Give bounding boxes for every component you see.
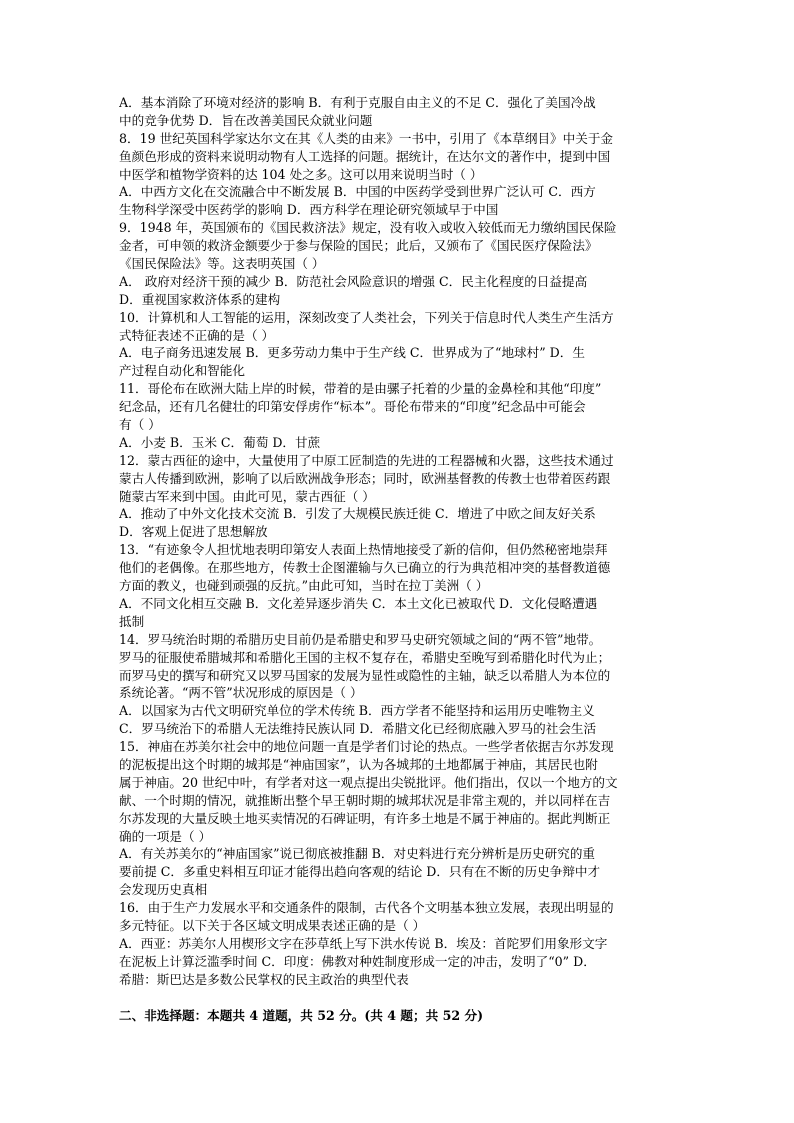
text-line: 16．由于生产力发展水平和交通条件的限制，古代各个文明基本独立发展，表现出明显的	[119, 900, 614, 916]
text-line: 而罗马史的撰写和研究又以罗马国家的发展为显性或隐性的主轴，缺乏以希腊人为本位的	[119, 667, 611, 683]
text-line: 金者，可申领的救济金额要少于参与保险的国民；此后，又颁布了《国民医疗保险法》	[119, 238, 598, 254]
text-line: 抵制	[119, 613, 145, 629]
section-heading-wrap	[119, 1007, 677, 1025]
text-line: 蒙古人传播到欧洲，影响了以后欧洲战争形态；同时，欧洲基督教的传教士也带着医药跟	[119, 470, 611, 486]
text-line: 献、一个时期的情况，就推断出整个早王朝时期的城邦状况是非常主观的，并以同样在吉	[119, 792, 611, 808]
text-line: 15．神庙在苏美尔社会中的地位问题一直是学者们讨论的热点。一些学者依据吉尔苏发现	[119, 739, 614, 755]
text-line: C．罗马统治下的希腊人无法维持民族认同 D．希腊文化已经彻底融入罗马的社会生活	[119, 721, 597, 737]
text-line: A．推动了中外文化技术交流 B．引发了大规模民族迁徙 C．增进了中欧之间友好关系	[119, 506, 596, 522]
text-line: 14．罗马统治时期的希腊历史目前仍是希腊史和罗马史研究领域之间的“两不管”地带。	[119, 631, 602, 647]
text-line: 多元特征。以下关于各区域文明成果表述正确的是（ ）	[119, 917, 426, 933]
text-line: 系统论著。“两不管”状况形成的原因是（ ）	[119, 685, 363, 701]
text-line: A．不同文化相互交融 B．文化差异逐步消失 C．本土文化已被取代 D．文化侵略遭遇	[119, 595, 598, 611]
text-line: 生物科学深受中医药学的影响 D．西方科学在理论研究领域早于中国	[119, 202, 499, 218]
text-line: 会发现历史真相	[119, 882, 208, 898]
text-line: 中医学和植物学资料的达 104 处之多。这可以用来说明当时（ ）	[119, 166, 483, 182]
text-line: 的泥板提出这个时期的城邦是“神庙国家”，认为各城邦的土地都属于神庙，其居民也附	[119, 756, 598, 772]
text-line: A．有关苏美尔的“神庙国家”说已彻底被推翻 B．对史料进行充分辨析是历史研究的重	[119, 846, 596, 862]
exam-page	[119, 94, 677, 989]
text-line: 随蒙古军来到中国。由此可见，蒙古西征（ ）	[119, 488, 375, 504]
text-line: D．客观上促进了思想解放	[119, 524, 268, 540]
text-line: A． 政府对经济干预的减少 B．防范社会风险意识的增强 C．民主化程度的日益提高	[119, 273, 588, 289]
text-line: 鱼颜色形成的资料来说明动物有人工选择的问题。据统计，在达尔文的著作中，提到中国	[119, 148, 611, 164]
text-line: 有（ ）	[119, 417, 161, 433]
text-line: 方面的教义，也碰到顽强的反抗。”由此可知，当时在拉丁美洲（ ）	[119, 578, 489, 594]
text-line: 产过程自动化和智能化	[119, 363, 245, 379]
text-line: 罗马的征服使希腊城邦和希腊化王国的主权不复存在，希腊史至晚写到希腊化时代为止；	[119, 649, 611, 665]
text-line: 11．哥伦布在欧洲大陆上岸的时候，带着的是由骡子托着的少量的金鼻栓和其他“印度”	[119, 381, 602, 397]
text-line: 12．蒙古西征的途中，大量使用了中原工匠制造的先进的工程器械和火器，这些技术通过	[119, 452, 614, 468]
section-heading: 二、非选择题：本题共 4 道题，共 52 分。(共 4 题；共 52 分)	[119, 1008, 484, 1023]
text-line: 确的一项是（ ）	[119, 828, 212, 844]
text-line: 属于神庙。20 世纪中叶，有学者对这一观点提出尖锐批评。他们指出，仅以一个地方的文	[119, 774, 618, 790]
text-line: 13．“有迹象令人担忧地表明印第安人表面上热情地接受了新的信仰，但仍然秘密地崇拜	[119, 542, 608, 558]
text-line: A．中西方文化在交流融合中不断发展 B．中国的中医药学受到世界广泛认可 C．西方	[119, 184, 596, 200]
text-line: 9．1948 年，英国颁布的《国民救济法》规定，没有收入或收入较低而无力缴纳国民保险	[119, 220, 617, 236]
text-line: A．小麦 B．玉米 C．葡萄 D．甘蔗	[119, 434, 321, 450]
text-line: A．基本消除了环境对经济的影响 B．有利于克服自由主义的不足 C．强化了美国冷战	[119, 95, 596, 110]
text-line: A．西亚：苏美尔人用楔形文字在莎草纸上写下洪水传说 B．埃及：首陀罗们用象形文字	[119, 935, 608, 951]
text-line: 希腊：斯巴达是多数公民掌权的民主政治的典型代表	[119, 971, 409, 987]
text-line: 他们的老偶像。在那些地方，传教士企图灌输与久已确立的行为典范相冲突的基督教道德	[119, 560, 611, 576]
text-line: 尔苏发现的大量反映土地买卖情况的石碑证明，有许多土地是不属于神庙的。据此判断正	[119, 810, 611, 826]
text-line: 要前提 C．多重史料相互印证才能得出趋向客观的结论 D．只有在不断的历史争辩中才	[119, 864, 601, 880]
text-line: D．重视国家救济体系的建构	[119, 291, 281, 307]
text-line: 纪念品，还有几名健壮的印第安俘虏作“标本”。哥伦布带来的“印度”纪念品中可能会	[119, 399, 586, 415]
text-line: 《国民保险法》等。这表明英国（ ）	[119, 256, 325, 272]
text-line: 10．计算机和人工智能的运用，深刻改变了人类社会，下列关于信息时代人类生产生活方	[119, 309, 614, 325]
text-line: A．以国家为古代文明研究单位的学术传统 B．西方学者不能坚持和运用历史唯物主义	[119, 703, 595, 719]
text-line: 在泥板上计算泛滥季时间 C．印度：佛教对种姓制度形成一定的冲击，发明了“0” D．	[119, 953, 596, 969]
text-line: A．电子商务迅速发展 B．更多劳动力集中于生产线 C．世界成为了“地球村” D．生	[119, 345, 585, 361]
text-line: 式特征表述不正确的是（ ）	[119, 327, 275, 343]
text-line: 8．19 世纪英国科学家达尔文在其《人类的由来》一书中，引用了《本草纲目》中关于金	[119, 130, 614, 146]
text-line: 中的竞争优势 D．旨在改善美国民众就业问题	[119, 112, 373, 128]
